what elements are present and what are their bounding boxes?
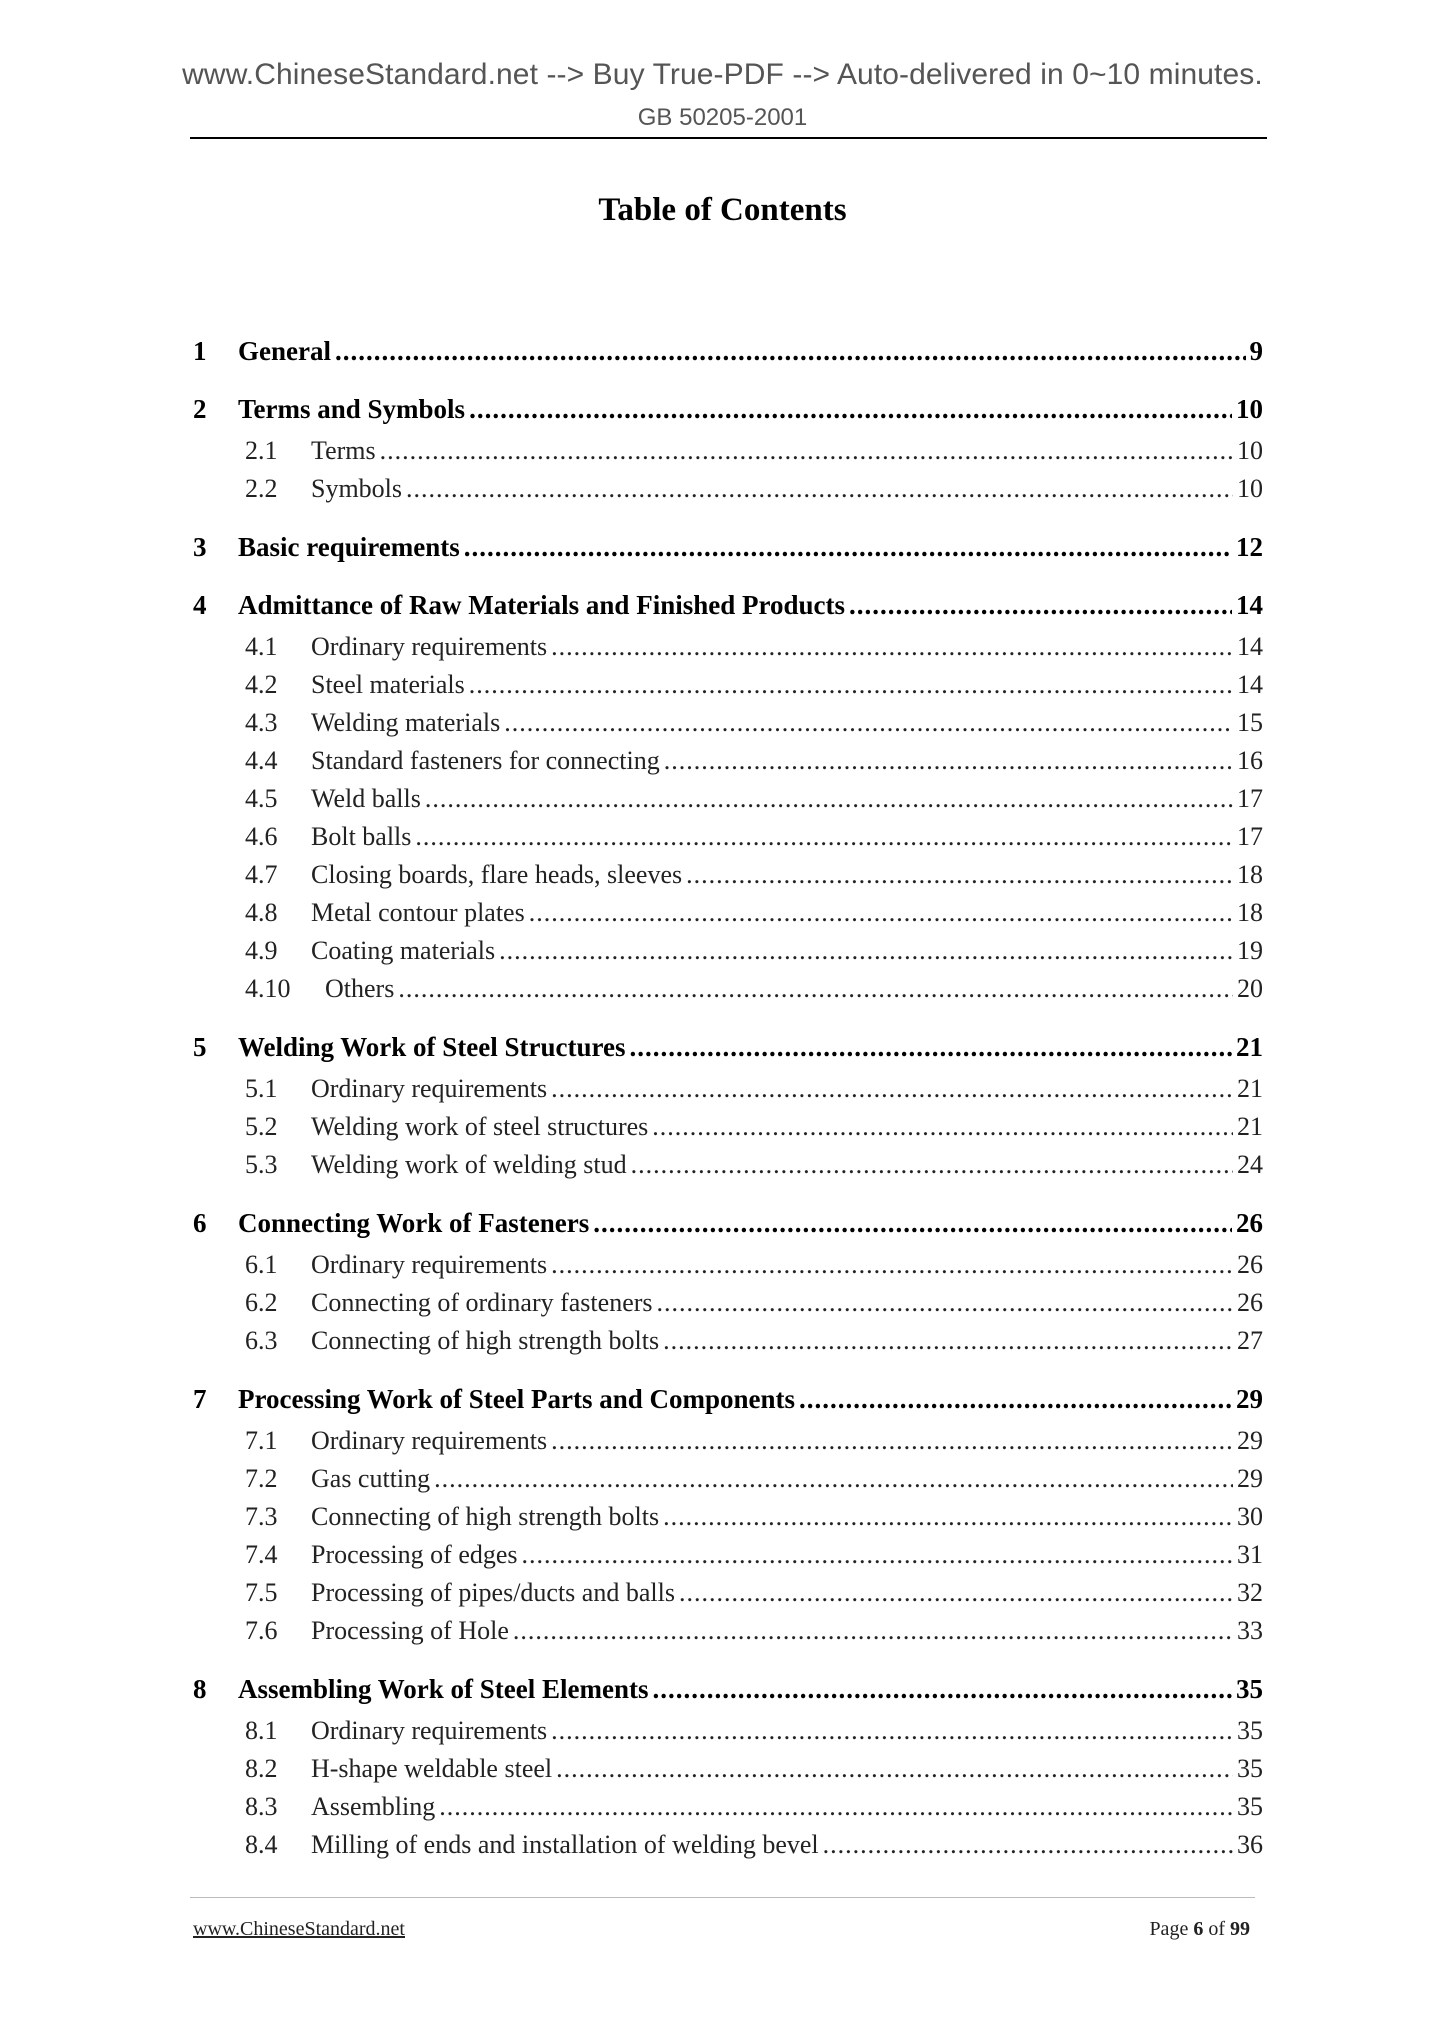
toc-section-title: Welding materials	[311, 708, 501, 737]
footer-divider	[190, 1897, 1255, 1898]
toc-section[interactable]	[193, 894, 1263, 932]
toc-section-number: 7.4	[245, 1540, 278, 1569]
toc-section-title: Closing boards, flare heads, sleeves	[311, 860, 683, 889]
toc-section[interactable]	[193, 470, 1263, 508]
toc-section[interactable]	[193, 1536, 1263, 1574]
toc-chapter[interactable]	[193, 1028, 1263, 1066]
toc-section-page: 17	[1237, 822, 1263, 851]
toc-section-number: 7.3	[245, 1502, 278, 1531]
toc-section-title: Gas cutting	[311, 1464, 431, 1493]
toc-chapter-page: 35	[1236, 1674, 1263, 1704]
toc-chapter[interactable]	[193, 1380, 1263, 1418]
toc-section-number: 4.10	[245, 974, 291, 1003]
page-title: Table of Contents	[598, 192, 847, 228]
toc-section-page: 20	[1237, 974, 1263, 1003]
toc-chapter-title: Connecting Work of Fasteners	[238, 1208, 590, 1238]
toc-section-number: 4.1	[245, 632, 278, 661]
toc-section-number: 6.1	[245, 1250, 278, 1279]
toc-section-page: 35	[1237, 1716, 1263, 1745]
toc-section-title: Ordinary requirements	[311, 1074, 548, 1103]
toc-section-title: Welding work of welding stud	[311, 1150, 627, 1179]
toc-section-page: 33	[1237, 1616, 1263, 1645]
toc-section-number: 6.2	[245, 1288, 278, 1317]
toc-section-number: 4.6	[245, 822, 278, 851]
toc-section-page: 17	[1237, 784, 1263, 813]
toc-section-page: 35	[1237, 1754, 1263, 1783]
toc-section[interactable]	[193, 1070, 1263, 1108]
toc-chapter-page: 26	[1236, 1208, 1263, 1238]
toc-section[interactable]	[193, 1574, 1263, 1612]
toc-chapter-page: 29	[1236, 1384, 1263, 1414]
dot-leader	[799, 1380, 1232, 1418]
dot-leader	[522, 1536, 1233, 1574]
toc-section-number: 8.4	[245, 1830, 278, 1859]
toc-chapter-title: General	[238, 336, 331, 366]
dot-leader	[551, 1246, 1233, 1284]
toc-section-number: 4.2	[245, 670, 278, 699]
toc-section-page: 21	[1237, 1074, 1263, 1103]
toc-section-title: Milling of ends and installation of welding bevel	[311, 1830, 819, 1859]
toc-section-title: Welding work of steel structures	[311, 1112, 649, 1141]
dot-leader	[653, 1670, 1233, 1708]
toc-section[interactable]	[193, 1498, 1263, 1536]
page-current: 6	[1193, 1918, 1204, 1940]
dot-leader	[630, 1028, 1232, 1066]
toc-section-title: Standard fasteners for connecting	[311, 746, 660, 775]
toc-section[interactable]	[193, 1612, 1263, 1650]
toc-section-number: 8.1	[245, 1716, 278, 1745]
toc-section-title: Coating materials	[311, 936, 496, 965]
toc-chapter-title: Basic requirements	[238, 532, 460, 562]
toc-section-page: 32	[1237, 1578, 1263, 1607]
toc-section-title: Processing of Hole	[311, 1616, 509, 1645]
toc-section-title: Ordinary requirements	[311, 1250, 548, 1279]
toc-chapter-number: 3	[193, 532, 207, 562]
toc-section-number: 4.9	[245, 936, 278, 965]
toc-section-number: 7.5	[245, 1578, 278, 1607]
toc-section[interactable]	[193, 932, 1263, 970]
toc-section-title: Assembling	[311, 1792, 436, 1821]
toc-chapter-page: 10	[1236, 394, 1263, 424]
dot-leader	[529, 894, 1233, 932]
toc-section-page: 21	[1237, 1112, 1263, 1141]
dot-leader	[464, 528, 1232, 566]
toc-section[interactable]	[193, 856, 1263, 894]
toc-section[interactable]	[193, 1788, 1263, 1826]
toc-section-page: 16	[1237, 746, 1263, 775]
toc-section-title: Connecting of high strength bolts	[311, 1326, 660, 1355]
toc-section-title: Ordinary requirements	[311, 1716, 548, 1745]
toc-section-number: 4.8	[245, 898, 278, 927]
toc-chapter-number: 1	[193, 336, 207, 366]
dot-leader	[504, 704, 1233, 742]
toc-section-number: 7.6	[245, 1616, 278, 1645]
toc-section-number: 5.2	[245, 1112, 278, 1141]
toc-section-page: 18	[1237, 898, 1263, 927]
dot-leader	[415, 818, 1233, 856]
toc-section-number: 7.2	[245, 1464, 278, 1493]
dot-leader	[499, 932, 1233, 970]
toc-chapter[interactable]	[193, 390, 1263, 428]
toc-section[interactable]	[193, 1108, 1263, 1146]
dot-leader	[398, 970, 1233, 1008]
toc-section-title: Processing of edges	[311, 1540, 518, 1569]
dot-leader	[849, 586, 1232, 624]
toc-section-title: H-shape weldable steel	[311, 1754, 553, 1783]
toc-section-page: 10	[1237, 436, 1263, 465]
dot-leader	[556, 1750, 1233, 1788]
toc-section-page: 19	[1237, 936, 1263, 965]
dot-leader	[551, 1070, 1233, 1108]
dot-leader	[335, 332, 1246, 370]
toc-section-page: 14	[1237, 670, 1263, 699]
toc-section[interactable]	[193, 1826, 1263, 1864]
toc-section-number: 4.5	[245, 784, 278, 813]
toc-section[interactable]	[193, 780, 1263, 818]
dot-leader	[686, 856, 1233, 894]
toc-chapter-number: 6	[193, 1208, 207, 1238]
site-banner[interactable]: www.ChineseStandard.net --> Buy True-PDF --> Auto-delivered in 0~10 minutes.	[182, 58, 1263, 91]
toc-chapter-number: 2	[193, 394, 207, 424]
dot-leader	[380, 432, 1233, 470]
table-of-contents	[193, 332, 1263, 1864]
toc-section[interactable]	[193, 704, 1263, 742]
toc-chapter[interactable]	[193, 1204, 1263, 1242]
dot-leader	[657, 1284, 1233, 1322]
toc-section-page: 18	[1237, 860, 1263, 889]
toc-section[interactable]	[193, 1460, 1263, 1498]
toc-section-number: 6.3	[245, 1326, 278, 1355]
toc-chapter[interactable]	[193, 586, 1263, 624]
dot-leader	[663, 1498, 1233, 1536]
toc-section-page: 14	[1237, 632, 1263, 661]
dot-leader	[679, 1574, 1233, 1612]
footer-site-link[interactable]: www.ChineseStandard.net	[193, 1918, 405, 1940]
toc-chapter[interactable]	[193, 1670, 1263, 1708]
toc-section-page: 29	[1237, 1464, 1263, 1493]
toc-section-number: 4.3	[245, 708, 278, 737]
toc-section-title: Processing of pipes/ducts and balls	[311, 1578, 675, 1607]
toc-section-number: 5.3	[245, 1150, 278, 1179]
toc-chapter-title: Assembling Work of Steel Elements	[238, 1674, 649, 1704]
toc-section-page: 35	[1237, 1792, 1263, 1821]
toc-section-page: 31	[1237, 1540, 1263, 1569]
dot-leader	[652, 1108, 1233, 1146]
toc-section-title: Others	[325, 974, 395, 1003]
dot-leader	[823, 1826, 1233, 1864]
toc-section-number: 5.1	[245, 1074, 278, 1103]
toc-section-title: Connecting of high strength bolts	[311, 1502, 660, 1531]
toc-chapter-title: Terms and Symbols	[238, 394, 466, 424]
toc-section[interactable]	[193, 432, 1263, 470]
dot-leader	[513, 1612, 1233, 1650]
document-id: GB 50205-2001	[637, 104, 808, 131]
toc-section[interactable]	[193, 1422, 1263, 1460]
page-total: 99	[1230, 1918, 1250, 1940]
toc-section-number: 4.7	[245, 860, 278, 889]
toc-chapter-title: Welding Work of Steel Structures	[238, 1032, 626, 1062]
toc-section-title: Bolt balls	[311, 822, 412, 851]
dot-leader	[663, 1322, 1233, 1360]
toc-chapter-number: 7	[193, 1384, 207, 1414]
toc-chapter-number: 8	[193, 1674, 207, 1704]
dot-leader	[631, 1146, 1233, 1184]
dot-leader	[551, 628, 1233, 666]
toc-section-title: Weld balls	[311, 784, 421, 813]
toc-chapter[interactable]	[193, 332, 1263, 370]
toc-chapter-title: Admittance of Raw Materials and Finished Products	[238, 590, 845, 620]
dot-leader	[425, 780, 1233, 818]
toc-chapter-page: 14	[1236, 590, 1263, 620]
toc-chapter-title: Processing Work of Steel Parts and Components	[238, 1384, 796, 1414]
toc-section-number: 2.2	[245, 474, 278, 503]
dot-leader	[551, 1422, 1233, 1460]
toc-section-number: 2.1	[245, 436, 278, 465]
toc-chapter-page: 9	[1249, 336, 1263, 366]
toc-section-page: 24	[1237, 1150, 1263, 1179]
toc-section-page: 30	[1237, 1502, 1263, 1531]
toc-section-title: Metal contour plates	[311, 898, 525, 927]
toc-chapter-number: 5	[193, 1032, 207, 1062]
toc-chapter-number: 4	[193, 590, 207, 620]
dot-leader	[439, 1788, 1233, 1826]
toc-section-title: Ordinary requirements	[311, 632, 548, 661]
toc-section-page: 26	[1237, 1250, 1263, 1279]
dot-leader	[551, 1712, 1233, 1750]
toc-section-page: 15	[1237, 708, 1263, 737]
toc-section-title: Connecting of ordinary fasteners	[311, 1288, 653, 1317]
toc-section-title: Symbols	[311, 474, 403, 503]
toc-section-page: 26	[1237, 1288, 1263, 1317]
toc-section[interactable]	[193, 1712, 1263, 1750]
toc-section[interactable]	[193, 1284, 1263, 1322]
toc-section-title: Terms	[311, 436, 376, 465]
toc-section-title: Ordinary requirements	[311, 1426, 548, 1455]
toc-section[interactable]	[193, 970, 1263, 1008]
dot-leader	[593, 1204, 1232, 1242]
toc-section-number: 8.3	[245, 1792, 278, 1821]
toc-chapter-page: 12	[1236, 532, 1263, 562]
toc-section-page: 27	[1237, 1326, 1263, 1355]
dot-leader	[664, 742, 1233, 780]
toc-section[interactable]	[193, 666, 1263, 704]
toc-section-number: 7.1	[245, 1426, 278, 1455]
dot-leader	[406, 470, 1233, 508]
page-prefix: Page	[1149, 1918, 1189, 1940]
toc-section-page: 36	[1237, 1830, 1263, 1859]
page-of: of	[1208, 1918, 1225, 1940]
toc-chapter[interactable]	[193, 528, 1263, 566]
toc-section[interactable]	[193, 1322, 1263, 1360]
toc-section[interactable]	[193, 818, 1263, 856]
toc-section-page: 29	[1237, 1426, 1263, 1455]
toc-section-number: 8.2	[245, 1754, 278, 1783]
toc-section[interactable]	[193, 742, 1263, 780]
toc-section[interactable]	[193, 1246, 1263, 1284]
toc-section-title: Steel materials	[311, 670, 465, 699]
header-divider	[190, 137, 1267, 139]
toc-section-page: 10	[1237, 474, 1263, 503]
dot-leader	[469, 666, 1233, 704]
toc-section[interactable]	[193, 628, 1263, 666]
toc-chapter-page: 21	[1236, 1032, 1263, 1062]
dot-leader	[434, 1460, 1233, 1498]
dot-leader	[469, 390, 1232, 428]
page-indicator	[1149, 1918, 1250, 1941]
toc-section-number: 4.4	[245, 746, 278, 775]
toc-section[interactable]	[193, 1750, 1263, 1788]
toc-section[interactable]	[193, 1146, 1263, 1184]
